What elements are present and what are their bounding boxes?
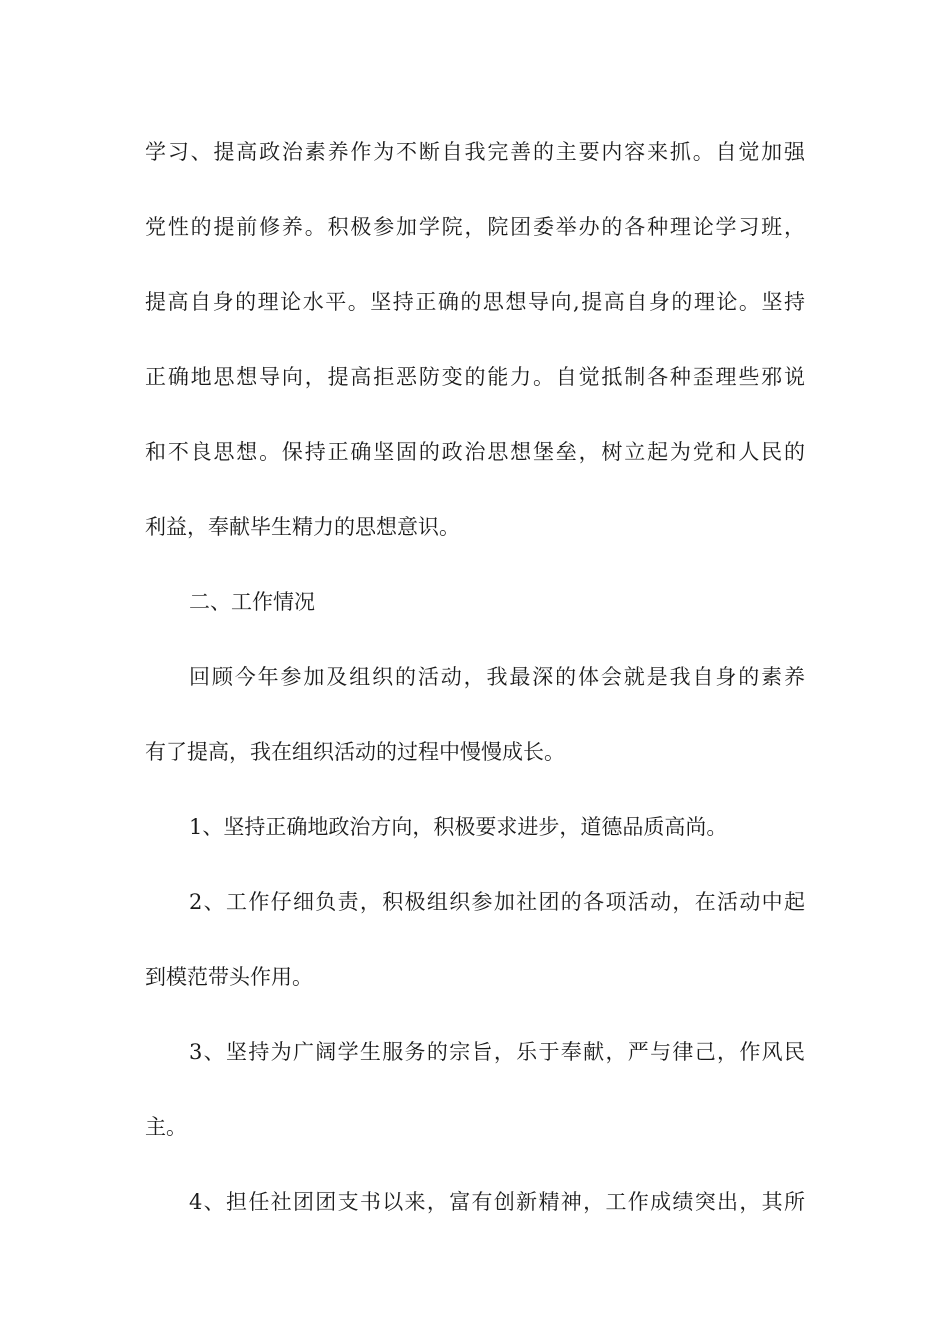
- paragraph-line: 党性的提前修养。积极参加学院，院团委举办的各种理论学习班，: [145, 215, 805, 239]
- paragraph-line: 提高自身的理论水平。坚持正确的思想导向,提高自身的理论。坚持: [145, 290, 805, 314]
- paragraph-line: 利益，奉献毕生精力的思想意识。: [145, 515, 460, 539]
- list-item-line: 1、坚持正确地政治方向，积极要求进步，道德品质高尚。: [189, 815, 728, 839]
- list-item-line: 主。: [145, 1115, 187, 1139]
- section-heading: 二、工作情况: [189, 590, 315, 614]
- paragraph-line: 有了提高，我在组织活动的过程中慢慢成长。: [145, 740, 565, 764]
- paragraph-line: 学习、提高政治素养作为不断自我完善的主要内容来抓。自觉加强: [145, 140, 805, 164]
- paragraph-line: 和不良思想。保持正确坚固的政治思想堡垒，树立起为党和人民的: [145, 440, 805, 464]
- list-item-line: 4、担任社团团支书以来，富有创新精神，工作成绩突出，其所: [189, 1190, 805, 1214]
- paragraph-line: 回顾今年参加及组织的活动，我最深的体会就是我自身的素养: [189, 665, 805, 689]
- list-item-line: 2、工作仔细负责，积极组织参加社团的各项活动，在活动中起: [189, 890, 805, 914]
- paragraph-line: 正确地思想导向，提高拒恶防变的能力。自觉抵制各种歪理些邪说: [145, 365, 805, 389]
- list-item-line: 到模范带头作用。: [145, 965, 313, 989]
- list-item-line: 3、坚持为广阔学生服务的宗旨，乐于奉献，严与律己，作风民: [189, 1040, 805, 1064]
